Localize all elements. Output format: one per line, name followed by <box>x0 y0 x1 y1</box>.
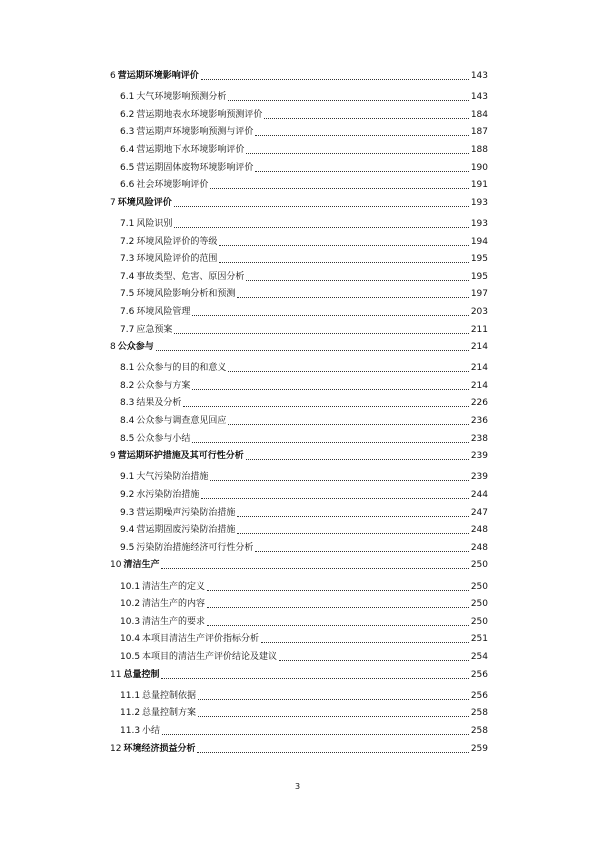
toc-entry-text: 总量控制方案 <box>142 708 197 719</box>
toc-page-number: 203 <box>470 306 488 317</box>
toc-entry-title <box>110 560 159 571</box>
toc-page-number: 184 <box>470 109 488 120</box>
toc-entry-number: 6.6 <box>120 180 135 191</box>
toc-entry-number: 11 <box>110 669 122 680</box>
toc-chapter-entry[interactable] <box>110 744 488 755</box>
toc-entry-title <box>120 582 205 593</box>
toc-entry-text: 环境风险评价的范围 <box>136 254 218 265</box>
dot-leader <box>192 442 468 443</box>
toc-section-entry[interactable] <box>110 163 488 174</box>
toc-section-entry[interactable] <box>110 617 488 628</box>
toc-entry-number: 10 <box>110 560 122 571</box>
dot-leader <box>207 590 469 591</box>
toc-entry-number: 7 <box>110 197 116 208</box>
toc-entry-text: 公众参与小结 <box>136 433 191 444</box>
toc-entry-number: 6.4 <box>120 144 135 155</box>
toc-entry-number: 7.5 <box>120 289 135 300</box>
toc-section-entry[interactable] <box>110 272 488 283</box>
toc-section-entry[interactable] <box>110 254 488 265</box>
toc-entry-title <box>120 398 181 409</box>
toc-entry-title <box>120 416 226 427</box>
toc-entry-number: 7.6 <box>120 306 135 317</box>
dot-leader <box>219 245 468 246</box>
dot-leader <box>255 171 468 172</box>
toc-entry-title <box>120 237 217 248</box>
toc-entry-text: 公众参与方案 <box>136 380 191 391</box>
toc-entry-title <box>120 381 190 392</box>
toc-page-number: 188 <box>470 144 488 155</box>
toc-entry-number: 10.1 <box>120 581 141 592</box>
toc-entry-title <box>120 508 235 519</box>
toc-entry-number: 6.5 <box>120 162 135 173</box>
toc-entry-number: 9.2 <box>120 490 135 501</box>
toc-entry-number: 8.5 <box>120 433 135 444</box>
toc-entry-text: 环境经济损益分析 <box>123 743 196 754</box>
toc-entry-text: 清洁生产的定义 <box>142 581 206 592</box>
toc-entry-title <box>120 652 277 663</box>
toc-entry-number: 7.4 <box>120 271 135 282</box>
toc-entry-title <box>110 670 159 681</box>
dot-leader <box>210 480 468 481</box>
toc-section-entry[interactable] <box>110 652 488 663</box>
toc-entry-title <box>120 691 196 702</box>
toc-entry-title <box>120 127 253 138</box>
dot-leader <box>255 551 468 552</box>
dot-leader <box>161 678 468 679</box>
toc-entry-text: 环境风险管理 <box>136 306 191 317</box>
toc-section-entry[interactable] <box>110 525 488 536</box>
toc-entry-text: 营运期环护措施及其可行性分析 <box>117 451 244 462</box>
toc-entry-title <box>120 543 253 554</box>
toc-page-number: 187 <box>470 127 488 138</box>
toc-entry-title <box>120 219 172 230</box>
toc-section-entry[interactable] <box>110 634 488 645</box>
toc-page-number: 143 <box>470 92 488 103</box>
toc-entry-text: 清洁生产的要求 <box>142 616 206 627</box>
toc-page-number: 211 <box>470 324 488 335</box>
toc-entry-text: 水污染防治措施 <box>136 490 200 501</box>
toc-entry-text: 营运期固体废物环境影响评价 <box>136 162 254 173</box>
toc-section-entry[interactable] <box>110 289 488 300</box>
toc-entry-text: 事故类型、危害、原因分析 <box>136 271 245 282</box>
toc-page-number: 239 <box>470 451 488 462</box>
toc-chapter-entry[interactable] <box>110 198 488 209</box>
dot-leader <box>210 188 468 189</box>
dot-leader <box>201 498 468 499</box>
toc-entry-text: 营运期声环境影响预测与评价 <box>136 127 254 138</box>
dot-leader <box>237 533 468 534</box>
toc-entry-title <box>120 617 205 628</box>
toc-entry-title <box>120 272 244 283</box>
toc-page-number: 248 <box>470 542 488 553</box>
toc-entry-text: 应急预案 <box>136 324 173 335</box>
toc-page-number: 193 <box>470 218 488 229</box>
toc-page-number: 194 <box>470 236 488 247</box>
toc-section-entry[interactable] <box>110 434 488 445</box>
dot-leader <box>192 315 468 316</box>
page-number: 3 <box>294 782 301 791</box>
toc-section-entry[interactable] <box>110 145 488 156</box>
dot-leader <box>198 716 469 717</box>
toc-section-entry[interactable] <box>110 582 488 593</box>
toc-entry-text: 大气污染防治措施 <box>136 472 209 483</box>
toc-chapter-entry[interactable] <box>110 451 488 462</box>
toc-entry-number: 7.1 <box>120 218 135 229</box>
toc-entry-title <box>120 490 199 501</box>
toc-chapter-entry[interactable] <box>110 342 488 353</box>
toc-page-number: 254 <box>470 651 488 662</box>
dot-leader <box>207 607 469 608</box>
toc-page-number: 190 <box>470 162 488 173</box>
toc-entry-title <box>110 744 195 755</box>
toc-entry-text: 营运期环境影响评价 <box>117 71 199 81</box>
toc-page-number: 214 <box>470 380 488 391</box>
toc-section-entry[interactable] <box>110 325 488 336</box>
toc-entry-text: 风险识别 <box>136 218 173 229</box>
toc-entry-number: 9.4 <box>120 525 135 536</box>
toc-entry-title <box>120 472 208 483</box>
toc-entry-text: 营运期固废污染防治措施 <box>136 525 236 536</box>
toc-entry-title <box>120 363 226 374</box>
toc-entry-number: 11.1 <box>120 690 141 701</box>
dot-leader <box>237 516 468 517</box>
toc-page-number: 250 <box>470 560 488 571</box>
dot-leader <box>246 153 468 154</box>
toc-section-entry[interactable] <box>110 307 488 318</box>
toc-entry-number: 8.3 <box>120 398 135 409</box>
dot-leader <box>174 206 469 207</box>
dot-leader <box>201 79 469 80</box>
toc-entry-text: 营运期噪声污染防治措施 <box>136 507 236 518</box>
toc-entry-text: 环境风险评价 <box>117 197 172 208</box>
toc-entry-text: 大气环境影响预测分析 <box>136 92 227 103</box>
dot-leader <box>162 734 469 735</box>
toc-entry-number: 10.5 <box>120 651 141 662</box>
toc-entry-title <box>120 325 172 336</box>
toc-entry-number: 7.7 <box>120 324 135 335</box>
dot-leader <box>264 118 468 119</box>
toc-entry-number: 6.1 <box>120 92 135 103</box>
toc-entry-text: 总量控制 <box>123 669 160 680</box>
toc-entry-number: 8.4 <box>120 416 135 427</box>
toc-entry-title <box>110 342 154 353</box>
toc-section-entry[interactable] <box>110 92 488 103</box>
dot-leader <box>279 660 469 661</box>
toc-entry-number: 9.3 <box>120 507 135 518</box>
dot-leader <box>246 280 468 281</box>
toc-entry-number: 6 <box>110 71 116 81</box>
toc-section-entry[interactable] <box>110 180 488 191</box>
dot-leader <box>183 406 468 407</box>
toc-page-number: 258 <box>470 725 488 736</box>
toc-page-number: 247 <box>470 507 488 518</box>
dot-leader <box>228 100 468 101</box>
toc-entry-text: 营运期地下水环境影响评价 <box>136 144 245 155</box>
toc-entry-number: 7.3 <box>120 254 135 265</box>
dot-leader <box>237 297 468 298</box>
toc-entry-number: 8.2 <box>120 380 135 391</box>
toc-entry-number: 10.4 <box>120 634 141 645</box>
toc-entry-number: 9 <box>110 451 116 462</box>
toc-entry-number: 10.3 <box>120 616 141 627</box>
toc-page-number: 251 <box>470 634 488 645</box>
toc-chapter-entry[interactable] <box>110 670 488 681</box>
toc-section-entry[interactable] <box>110 381 488 392</box>
toc-page-number: 214 <box>470 363 488 374</box>
toc-page-number: 239 <box>470 472 488 483</box>
toc-page-number: 259 <box>470 743 488 754</box>
toc-page-number: 250 <box>470 599 488 610</box>
dot-leader <box>197 752 468 753</box>
toc-entry-number: 11.3 <box>120 725 141 736</box>
toc-entry-number: 11.2 <box>120 708 141 719</box>
dot-leader <box>198 699 469 700</box>
toc-section-entry[interactable] <box>110 726 488 737</box>
toc-section-entry[interactable] <box>110 490 488 501</box>
toc-section-entry[interactable] <box>110 599 488 610</box>
toc-entry-title <box>120 254 217 265</box>
toc-page-number: 238 <box>470 433 488 444</box>
toc-entry-text: 社会环境影响评价 <box>136 180 209 191</box>
toc-entry-text: 公众参与调查意见回应 <box>136 416 227 427</box>
toc-section-entry[interactable] <box>110 363 488 374</box>
dot-leader <box>161 568 468 569</box>
toc-page-number: 250 <box>470 616 488 627</box>
toc-entry-number: 10.2 <box>120 599 141 610</box>
toc-entry-title <box>110 451 244 462</box>
toc-entry-title <box>110 71 199 82</box>
toc-entry-number: 9.1 <box>120 472 135 483</box>
toc-page-number: 195 <box>470 254 488 265</box>
toc-entry-text: 营运期地表水环境影响预测评价 <box>136 109 263 120</box>
toc-entry-title <box>120 726 160 737</box>
toc-entry-title <box>120 525 235 536</box>
toc-section-entry[interactable] <box>110 543 488 554</box>
dot-leader <box>219 262 468 263</box>
toc-page-number: 244 <box>470 490 488 501</box>
dot-leader <box>255 135 468 136</box>
dot-leader <box>174 333 468 334</box>
toc-entry-title <box>120 110 262 121</box>
toc-entry-text: 污染防治措施经济可行性分析 <box>136 542 254 553</box>
toc-page-number: 193 <box>470 197 488 208</box>
toc-entry-text: 本项目的清洁生产评价结论及建议 <box>142 651 278 662</box>
toc-page-number: 197 <box>470 289 488 300</box>
toc-entry-number: 8 <box>110 342 116 353</box>
dot-leader <box>261 642 469 643</box>
toc-chapter-entry[interactable] <box>110 71 488 82</box>
toc-entry-number: 12 <box>110 743 122 754</box>
toc-entry-title <box>120 289 235 300</box>
toc-entry-number: 8.1 <box>120 363 135 374</box>
toc-entry-title <box>120 163 253 174</box>
toc-entry-text: 结果及分析 <box>136 398 182 409</box>
toc-chapter-entry[interactable] <box>110 560 488 571</box>
toc-section-entry[interactable] <box>110 691 488 702</box>
toc-page-number: 214 <box>470 342 488 353</box>
toc-section-entry[interactable] <box>110 708 488 719</box>
toc-page-number: 250 <box>470 581 488 592</box>
toc-entry-title <box>120 92 226 103</box>
toc-entry-text: 环境风险影响分析和预测 <box>136 289 236 300</box>
toc-entry-number: 9.5 <box>120 542 135 553</box>
toc-page-number: 258 <box>470 708 488 719</box>
dot-leader <box>207 625 469 626</box>
table-of-contents <box>110 71 488 761</box>
toc-entry-text: 小结 <box>142 725 161 736</box>
toc-page-number: 248 <box>470 525 488 536</box>
toc-entry-number: 6.2 <box>120 109 135 120</box>
toc-entry-number: 6.3 <box>120 127 135 138</box>
toc-entry-text: 清洁生产 <box>123 560 160 571</box>
toc-entry-text: 清洁生产的内容 <box>142 599 206 610</box>
toc-entry-text: 环境风险评价的等级 <box>136 236 218 247</box>
dot-leader <box>228 371 468 372</box>
toc-page-number: 195 <box>470 271 488 282</box>
toc-section-entry[interactable] <box>110 416 488 427</box>
toc-entry-text: 本项目清洁生产评价指标分析 <box>142 634 260 645</box>
toc-page-number: 191 <box>470 180 488 191</box>
toc-section-entry[interactable] <box>110 219 488 230</box>
dot-leader <box>174 227 468 228</box>
toc-section-entry[interactable] <box>110 398 488 409</box>
toc-entry-title <box>120 599 205 610</box>
toc-page-number: 256 <box>470 690 488 701</box>
toc-entry-text: 公众参与的目的和意义 <box>136 363 227 374</box>
toc-entry-title <box>120 708 196 719</box>
toc-entry-number: 7.2 <box>120 236 135 247</box>
toc-section-entry[interactable] <box>110 472 488 483</box>
toc-entry-title <box>120 145 244 156</box>
toc-entry-title <box>120 634 259 645</box>
toc-entry-title <box>110 198 172 209</box>
dot-leader <box>192 389 468 390</box>
dot-leader <box>246 459 469 460</box>
toc-section-entry[interactable] <box>110 127 488 138</box>
toc-section-entry[interactable] <box>110 237 488 248</box>
toc-page-number: 256 <box>470 669 488 680</box>
toc-page-number: 143 <box>470 71 488 81</box>
toc-section-entry[interactable] <box>110 110 488 121</box>
toc-page-number: 226 <box>470 398 488 409</box>
dot-leader <box>156 350 469 351</box>
toc-entry-title <box>120 434 190 445</box>
toc-entry-text: 公众参与 <box>117 342 154 353</box>
toc-page-number: 236 <box>470 416 488 427</box>
dot-leader <box>228 424 468 425</box>
toc-entry-title <box>120 180 208 191</box>
toc-entry-title <box>120 307 190 318</box>
toc-section-entry[interactable] <box>110 508 488 519</box>
toc-entry-text: 总量控制依据 <box>142 690 197 701</box>
